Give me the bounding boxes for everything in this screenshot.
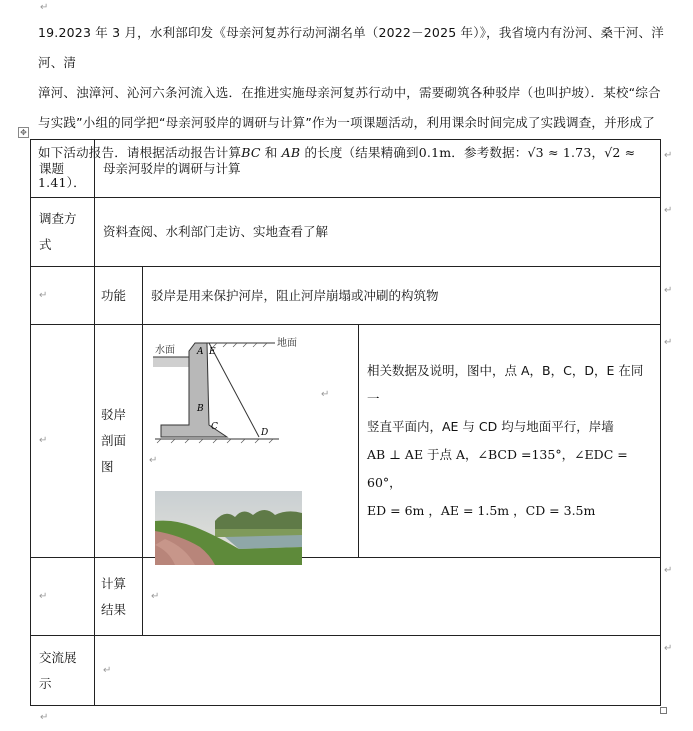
topic-value-cell: [95, 140, 661, 198]
table-resize-handle-icon[interactable]: [660, 707, 667, 714]
row-end-mark: ↵: [664, 565, 673, 576]
method-value: 资料查阅、水利部门走访、实地查看了解: [103, 224, 329, 239]
reference-sqrt3: √3 ≈ 1.73: [527, 145, 592, 160]
point-d-label: D: [261, 428, 269, 438]
reference-sqrt2: √2 ≈ 1.41: [38, 145, 636, 190]
description-line: ED = 6m ，AE = 1.5m ，CD = 3.5m: [367, 503, 596, 518]
description-line: AB ⊥ AE 于点 A，∠BCD =135°，∠EDC = 60°，: [367, 447, 628, 490]
precision-value: 0.1m: [418, 145, 452, 160]
riverbank-section-diagram: [147, 331, 347, 451]
function-label-cell: [95, 267, 143, 325]
point-c-label: C: [211, 422, 218, 432]
cell-mark: ↵: [151, 590, 160, 602]
math-bc: BC: [241, 145, 261, 160]
method-label: 调查方: [39, 211, 77, 226]
point-a-label: A: [197, 347, 204, 357]
calc-label: 结果: [101, 601, 127, 617]
topic-value: 母亲河驳岸的调研与计算: [103, 160, 241, 176]
intro-line-1: 19.2023 年 3 月，水利部印发《母亲河复苏行动河湖名单（2022－2025 年）》，我省境内有汾河、桑干河、洋河、清: [38, 25, 664, 70]
description-line: 竖直平面内，AE 与 CD 均与地面平行，岸墙: [367, 419, 614, 434]
cell-mark: ↵: [321, 389, 330, 400]
row-end-mark: ↵: [664, 205, 673, 216]
ground-hatching: [213, 343, 267, 347]
point-e-label: E: [209, 347, 216, 357]
report-table: [30, 139, 661, 706]
calc-answer-cell[interactable]: [143, 558, 661, 636]
section-label: 驳岸: [101, 407, 127, 422]
table-move-handle-icon[interactable]: ✥: [18, 127, 29, 138]
table-row: [31, 140, 661, 198]
share-label-cell: [31, 636, 95, 706]
topic-label-cell: [31, 140, 95, 198]
section-label-cell: [95, 325, 143, 558]
method-value-cell: [95, 198, 661, 267]
cell-mark: ↵: [103, 664, 112, 676]
intro-text: 和: [260, 145, 282, 160]
topic-label: 课题: [39, 160, 65, 176]
riverbank-photo-image: [155, 491, 302, 565]
point-b-label: B: [197, 404, 204, 414]
row-end-mark: ↵: [664, 643, 673, 654]
intro-line-3: 与实践”小组的同学把“母亲河驳岸的调研与计算”作为一项课题活动，利用课余时间完成了实践调查，并形成了: [38, 115, 655, 130]
row-end-mark: ↵: [664, 150, 673, 161]
share-label: 交流展: [39, 649, 77, 665]
intro-text: ．参考数据：: [451, 145, 528, 160]
table-row: [31, 558, 661, 636]
intro-line-2: 漳河、浊漳河、沁河六条河流入选．在推进实施母亲河复苏行动中，需要砌筑各种驳岸（也叫护坡）．某校“综合: [38, 85, 661, 100]
function-value-cell: [143, 267, 661, 325]
calc-label: 计算: [101, 575, 127, 591]
empty-cell: [31, 558, 95, 636]
math-ab: AB: [281, 145, 301, 160]
intro-text: 的长度（结果精确到: [300, 145, 419, 160]
intro-text: 如下活动报告．请根据活动报告计算: [38, 145, 242, 160]
water-label: 水面: [155, 345, 175, 356]
table-row: [31, 325, 661, 558]
section-label: 剖面: [101, 433, 127, 448]
base-hatching: [157, 439, 273, 443]
description-line: 相关数据及说明，图中，点 A，B，C，D，E 在同一: [367, 363, 644, 406]
paragraph-mark: ↵: [40, 2, 49, 13]
cell-mark: ↵: [149, 455, 158, 466]
section-label: 图: [101, 459, 114, 474]
intro-text: ，: [591, 145, 605, 160]
intro-text: ）．: [66, 175, 86, 190]
method-label: 式: [39, 237, 52, 252]
empty-cell: [31, 325, 95, 558]
share-label: 示: [39, 675, 52, 691]
share-answer-cell[interactable]: [95, 636, 661, 706]
table-row: [31, 267, 661, 325]
cell-mark: ↵: [39, 289, 48, 301]
paragraph-mark: ↵: [40, 712, 49, 723]
ground-label: 地面: [277, 338, 297, 349]
row-end-mark: ↵: [664, 337, 673, 348]
cell-mark: ↵: [39, 435, 48, 446]
empty-cell: [31, 267, 95, 325]
table-row: [31, 198, 661, 267]
method-label-cell: [31, 198, 95, 267]
table-row: [31, 636, 661, 706]
row-end-mark: ↵: [664, 285, 673, 296]
riverbank-photo: [155, 491, 302, 565]
function-value: 驳岸是用来保护河岸，阻止河岸崩塌或冲刷的构筑物: [151, 287, 439, 303]
description-cell: [359, 325, 661, 558]
calc-label-cell: [95, 558, 143, 636]
function-label: 功能: [101, 287, 127, 303]
cell-mark: ↵: [39, 590, 48, 602]
